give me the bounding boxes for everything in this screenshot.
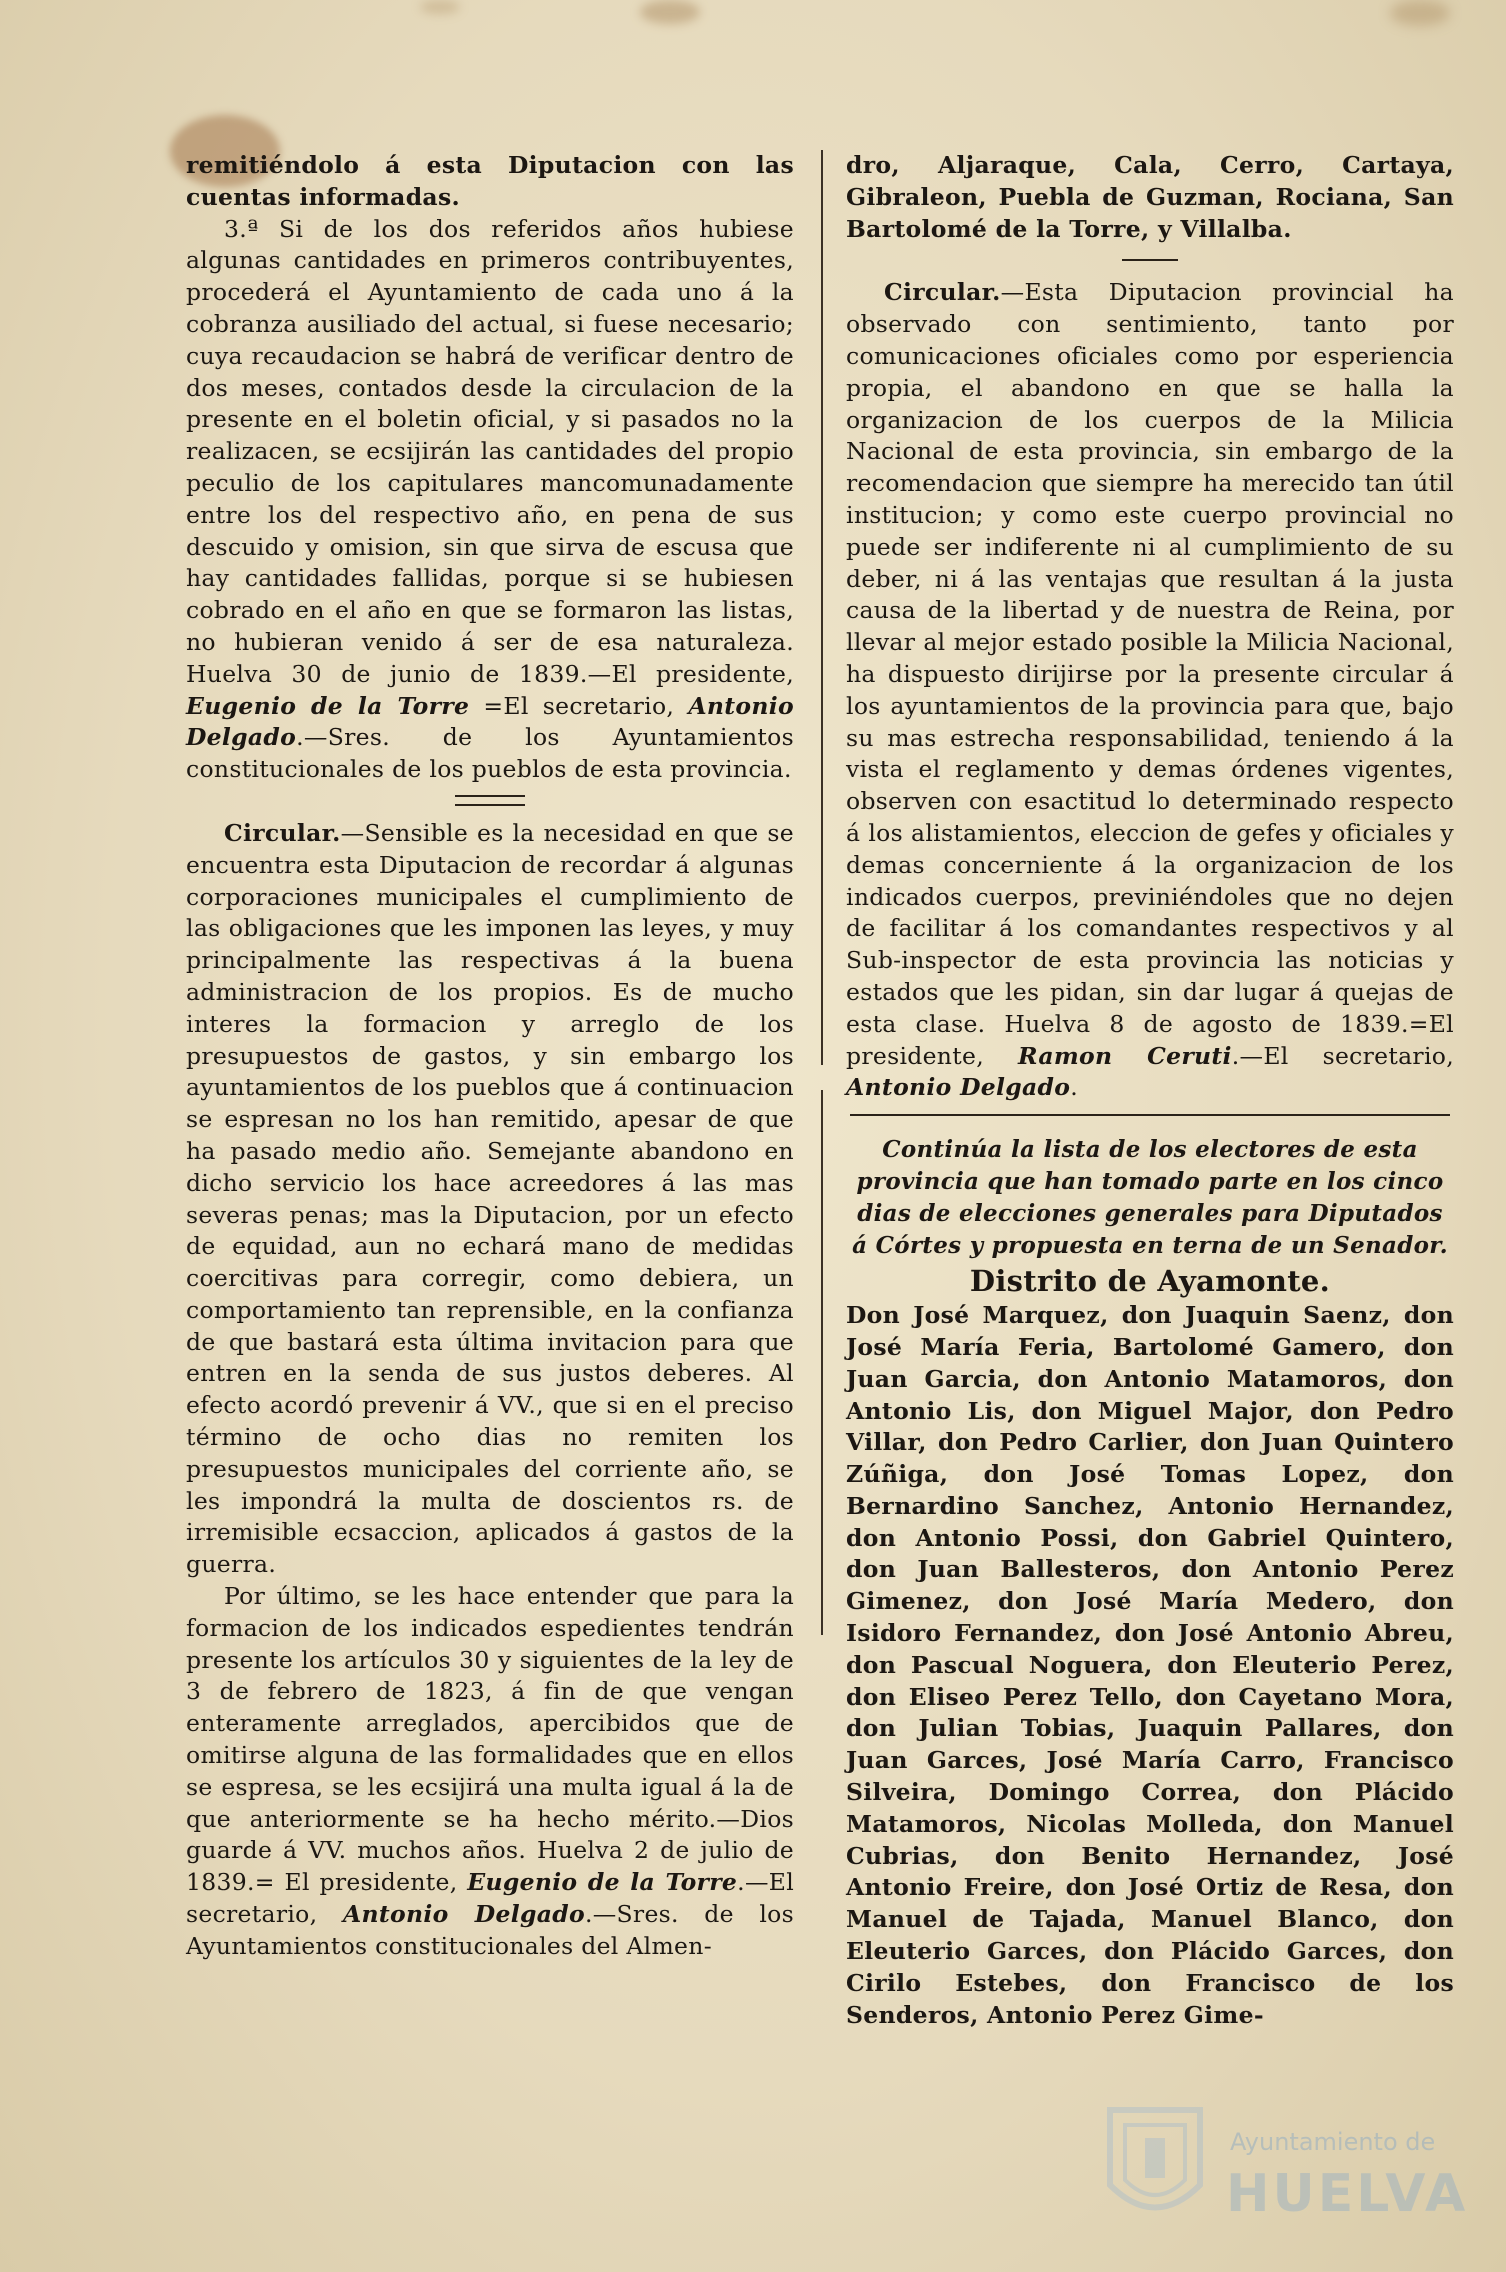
names-paragraph: Don José Marquez, don Juaquin Saenz, don José María Feria, Bartolomé Gamero, don Juan Garcia, don Antonio Matamoros, don Antonio Lis, don Miguel Major, don Pedro Villar, don Pedro Carlier, don Juan Quintero Zúñiga, don José Tomas Lopez, don Bernardino Sanchez, Antonio Hernandez, don Antonio Possi, don Gabriel Quintero, don Juan Ballesteros, don Antonio Perez Gimenez, don José María Medero, don Isidoro Fernandez, don José Antonio Abreu, don Pascual Noguera, don Eleuterio Perez, don Eliseo Perez Tello, don Cayetano Mora, don Julian Tobias, Juaquin Pallares, don Juan Garces, José María Carro, Francisco Silveira, Domingo Correa, don Plácido Matamoros, Nicolas Molleda, don Manuel Cubrias, don Benito Hernandez, José Antonio Freire, don José Ortiz de Resa, don Manuel de Tajada, Manuel Blanco, don Eleuterio Garces, don Plácido Garces, don Cirilo Estebes, don Francisco de los Senderos, Antonio Perez Gime- xyxy=(846,1301,1454,2029)
ink-stain xyxy=(1390,0,1450,26)
signature-president: Ramon Ceruti xyxy=(1017,1041,1232,1070)
right-column xyxy=(846,150,1454,2031)
article-number: 3.ª xyxy=(224,214,259,243)
column-divider xyxy=(821,150,823,1065)
district-title: Distrito de Ayamonte. xyxy=(969,1264,1331,1299)
paragraph: remitiéndolo á esta Diputacion con las cuentas informadas. xyxy=(186,151,794,211)
section-separator xyxy=(186,790,794,812)
paragraph: dro, Aljaraque, Cala, Cerro, Cartaya, Gibraleon, Puebla de Guzman, Rociana, San Bartolomé de la Torre, y Villalba. xyxy=(846,151,1454,243)
ink-stain xyxy=(420,0,460,14)
watermark-line1: Ayuntamiento de xyxy=(1230,2128,1436,2156)
left-column xyxy=(186,150,794,1963)
ink-stain xyxy=(640,0,700,24)
signature-president: Eugenio de la Torre xyxy=(467,1868,738,1897)
circular-heading: Circular. xyxy=(884,278,1001,307)
signature-secretary: Antonio Delgado xyxy=(342,1900,585,1929)
watermark-line2: HUELVA xyxy=(1226,2164,1469,2224)
paragraph: Circular.—Esta Diputacion provincial ha observado con sentimiento, tanto por comunicaciones oficiales como por esperiencia propia, el abandono en que se halla la organizacion de los cuerpos de la Milicia Nacional de esta provincia, sin embargo de la recomendacion que siempre ha merecido tan útil institucion; y como este cuerpo provincial no puede ser indiferente ni al cumplimiento de su deber, ni á las ventajas que resultan á la justa causa de la libertad y de nuestra de Reina, por llevar al mejor estado posible la Milicia Nacional, ha dispuesto dirijirse por la presente circular á los ayuntamientos de la provincia para que, bajo su mas estrecha responsabilidad, teniendo á la vista el reglamento y demas órdenes vigentes, observen con esactitud lo determinado respecto á los alistamientos, eleccion de gefes y oficiales y demas concerniente á la organizacion de los indicados cuerpos, previniéndoles que no dejen de facilitar á los comandantes respectivos y al Sub-inspector de esta provincia las noticias y estados que les pidan, sin dar lugar á quejas de esta clase. Huelva 8 de agosto de 1839.=El presidente, Ramon Ceruti.—El secretario, Antonio Delgado. xyxy=(846,278,1454,1102)
paragraph: 3.ª Si de los dos referidos años hubiese algunas cantidades en primeros contribuyentes, procederá el Ayuntamiento de cada uno á la cobranza ausiliado del actual, si fuese necesario; cuya recaudacion se habrá de verificar dentro de dos meses, contados desde la circulacion de la presente en el boletin oficial, y si pasados no la realizacen, se ecsijirán las cantidades del propio peculio de los capitulares mancomunadamente entre los del respectivo año, en pena de sus descuido y omision, sin que sirva de escusa que hay cantidades fallidas, porque si se hubiesen cobrado en el año en que se formaron las listas, no hubieran venido á ser de esa naturaleza. Huelva 30 de junio de 1839.—El presidente, Eugenio de la Torre =El secretario, Antonio Delgado.—Sres. de los Ayuntamientos constitucionales de los pueblos de esta provincia. xyxy=(186,214,794,784)
signature-president: Eugenio de la Torre xyxy=(186,691,470,720)
electors-list xyxy=(846,1300,1454,2031)
section-separator xyxy=(846,1106,1454,1124)
section-separator xyxy=(846,249,1454,271)
paragraph: Circular.—Sensible es la necesidad en que se encuentra esta Diputacion de recordar á algunas corporaciones municipales el cumplimiento de las obligaciones que les imponen las leyes, y muy principalmente las respectivas á la buena administracion de los propios. Es de mucho interes la formacion y arreglo de los presupuestos de gastos, y sin embargo los ayuntamientos de los pueblos que á continuacion se espresan no los han remitido, apesar de que ha pasado medio año. Semejante abandono en dicho servicio los hace acreedores á las mas severas penas; mas la Diputacion, por un efecto de equidad, aun no echará mano de medidas coercitivas para corregir, como debiera, un comportamiento tan reprensible, en la confianza de que bastará esta última invitacion para que entren en la senda de sus justos deberes. Al efecto acordó prevenir á VV., que si en el preciso término de ocho dias no remiten los presupuestos municipales del corriente año, se les impondrá la multa de doscientos rs. de irremisible ecsaccion, aplicados á gastos de la guerra. xyxy=(186,818,794,1579)
signature-secretary: Antonio Delgado xyxy=(846,1073,1071,1102)
paragraph: Por último, se les hace entender que para la formacion de los indicados espedientes tendrán presente los artículos 30 y siguientes de la ley de 3 de febrero de 1823, á fin de que vengan enteramente arreglados, apercibidos que de omitirse alguna de las formalidades que en ellos se espresa, se les ecsijirá una multa igual á la de que anteriormente se ha hecho mérito.—Dios guarde á VV. muchos años. Huelva 2 de julio de 1839.= El presidente, Eugenio de la Torre.—El secretario, Antonio Delgado.—Sres. de los Ayuntamientos constitucionales del Almen- xyxy=(186,1582,795,1960)
circular-heading: Circular. xyxy=(224,818,341,847)
electors-notice: Continúa la lista de los electores de esta provincia que han tomado parte en los cinco dias de elecciones generales para Diputados á Córtes y propuesta en terna de un Senador. xyxy=(852,1136,1448,1260)
signature-secretary: Antonio Delgado xyxy=(186,691,794,752)
column-divider xyxy=(821,1090,823,1635)
